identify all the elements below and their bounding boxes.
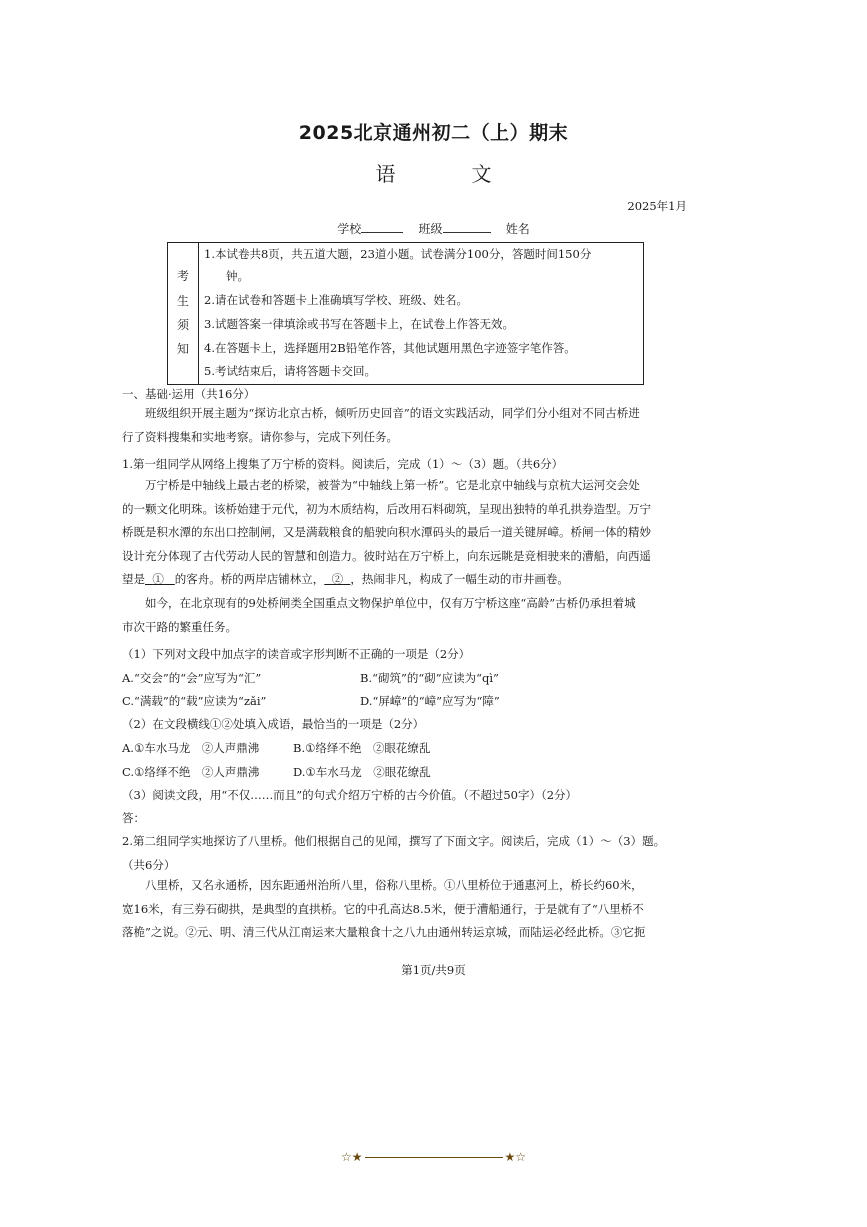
option-1-1-d[interactable]: D.“屏嶂”的“嶂”应写为“障” [360,694,500,708]
name-label: 姓名 [505,222,530,236]
passage-text: ，热闹非凡，构成了一幅生动的市井画卷。 [350,572,569,586]
question-1-3: （3）阅读文段，用“不仅……而且”的句式介绍万宁桥的古今价值。（不超过50字）（2分） [122,788,578,802]
passage-text: 望是 [122,572,145,586]
passage-wanning-bridge [122,474,688,592]
notice-side-char: 生 [177,294,190,308]
section-heading: 一、基础·运用（共16分） [122,387,256,401]
passage-text: 的客舟。桥的两岸店铺林立， [174,572,325,586]
page-number: 第1页/共9页 [401,963,466,977]
passage-line: 如今，在北京现有的9处桥闸类全国重点文物保护单位中，仅有万宁桥这座“高龄”古桥仍承担着城 [145,596,636,610]
question-2-heading-cont: （共6分） [122,858,176,872]
class-blank[interactable] [443,221,491,233]
question-2-heading: 2.第二组同学实地探访了八里桥。他们根据自己的见闻，撰写了下面文字。阅读后，完成（1）～（3）题。 [122,834,666,848]
passage-line: 的一颗文化明珠。该桥始建于元代，初为木质结构，后改用石料砌筑，呈现出独特的单孔拱券造型。万宁 [122,501,651,516]
question-1-heading: 1.第一组同学从网络上搜集了万宁桥的资料。阅读后，完成（1）～（3）题。（共6分） [122,457,564,471]
bottom-decoration [0,1150,867,1164]
intro-line: 行了资料搜集和实地考察。请你参与，完成下列任务。 [122,429,398,444]
blank-2[interactable] [324,572,350,586]
passage-line: 八里桥，又名永通桥，因东距通州治所八里，俗称八里桥。①八里桥位于通惠河上，桥长约60米， [145,878,643,892]
subject-heading [0,158,867,187]
notice-item-1-cont: 钟。 [226,269,249,283]
star-icon: ☆★ [340,1150,363,1164]
document-title: 2025北京通州初二（上）期末 [298,122,569,144]
option-1-2-b[interactable]: B.①络绎不绝 ②眼花缭乱 [293,741,431,755]
blank-2-label: ② [331,572,344,586]
notice-side-char: 考 [177,269,190,283]
passage-wanning-today [122,592,688,639]
school-label: 学校 [337,222,362,236]
passage-line: 宽16米，有三券石砌拱，是典型的直拱桥。它的中孔高达8.5米，便于漕船通行，于是就有了“八里桥不 [122,901,644,916]
blank-1[interactable] [145,572,175,586]
passage-bali-bridge [122,874,688,945]
exam-date: 2025年1月 [627,199,687,213]
notice-item-1: 1.本试卷共8页，共五道大题，23道小题。试卷满分100分，答题时间150分 [204,247,592,261]
notice-side-char: 知 [177,342,190,356]
subject-char-2: 文 [471,162,492,186]
option-1-2-d[interactable]: D.①车水马龙 ②眼花缭乱 [293,765,431,779]
answer-label: 答： [122,811,145,825]
question-1-2: （2）在文段横线①②处填入成语，最恰当的一项是（2分） [122,717,425,731]
question-1-1: （1）下列对文段中加点字的读音或字形判断不正确的一项是（2分） [122,647,471,661]
notice-item-2: 2.请在试卷和答题卡上准确填写学校、班级、姓名。 [204,293,468,307]
intro-line: 班级组织开展主题为“探访北京古桥，倾听历史回音”的语文实践活动，同学们分小组对不同古桥进 [145,406,640,420]
passage-line: 万宁桥是中轴线上最古老的桥梁，被誉为“中轴线上第一桥”。它是北京中轴线与京杭大运河交会处 [145,478,640,492]
class-label: 班级 [418,222,443,236]
option-1-1-a[interactable]: A.“交会”的“会”应写为“汇” [122,671,262,685]
option-1-2-a[interactable]: A.①车水马龙 ②人声鼎沸 [122,741,260,755]
decorative-line [365,1157,503,1158]
section-intro [122,402,688,449]
student-info-line [0,220,867,237]
passage-line: 设计充分体现了古代劳动人民的智慧和创造力。彼时站在万宁桥上，向东远眺是竞相驶来的漕船，向西遥 [122,548,651,563]
notice-side-char: 须 [177,318,190,332]
passage-line: 桥既是积水潭的东出口控制闸，又是满载粮食的船驶向积水潭码头的最后一道关键屏嶂。桥闸一体的精妙 [122,525,651,539]
option-1-2-c[interactable]: C.①络绎不绝 ②人声鼎沸 [122,765,260,779]
notice-side-label [168,243,199,384]
notice-item-4: 4.在答题卡上，选择题用2B铅笔作答，其他试题用黑色字迹签字笔作答。 [204,341,576,355]
passage-line: 落桅”之说。②元、明、清三代从江南运来大量粮食十之八九由通州转运京城，而陆运必经此桥。③它扼 [122,925,646,939]
passage-line: 市次干路的繁重任务。 [122,619,237,634]
passage-line [122,568,688,592]
blank-1-label: ① [152,572,164,586]
option-1-1-c[interactable]: C.“满载”的“载”应读为“zǎi” [122,694,267,708]
notice-item-3: 3.试题答案一律填涂或书写在答题卡上，在试卷上作答无效。 [204,317,514,331]
notice-item-5: 5.考试结束后，请将答题卡交回。 [204,364,376,378]
option-1-1-b[interactable]: B.“砌筑”的“砌”应读为“qì” [360,671,499,685]
candidate-notice-box [167,242,644,385]
subject-char-1: 语 [375,162,396,186]
school-blank[interactable] [361,221,403,233]
star-icon: ★☆ [504,1150,527,1164]
